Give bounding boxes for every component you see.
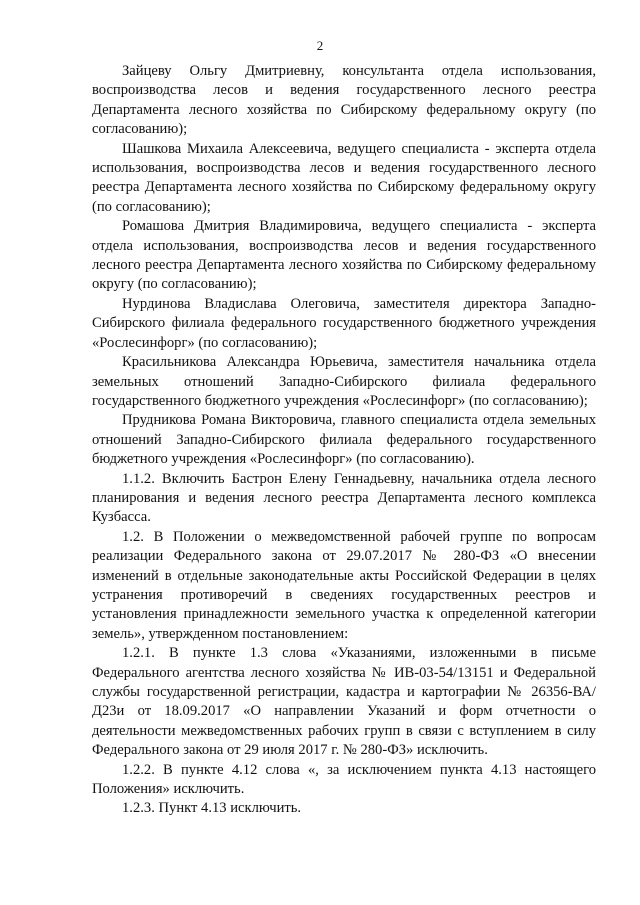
paragraph-item-1-2: 1.2. В Положении о межведомственной рабочей группе по вопросам реализации Федерального закона от 29.07.2017 № 280-ФЗ «О внесении изменений в отдельные законодательные акты Российской Федерации в целях устранения противоречий в сведениях государственных реестров и установления принадлежности земельного участка к определенной категории земель», утвержденном постановлением: xyxy=(92,528,596,642)
paragraph-shashkov: Шашкова Михаила Алексеевича, ведущего специалиста - эксперта отдела использования, воспроизводства лесов и ведения государственного лесного реестра Департамента лесного хозяйства по Сибирскому федеральному округу (по согласованию); xyxy=(92,140,596,215)
paragraph-nurdinov: Нурдинова Владислава Олеговича, заместителя директора Западно-Сибирского филиала федерального государственного бюджетного учреждения «Рослесинфорг» (по согласованию); xyxy=(92,295,596,351)
paragraph-item-1-2-3: 1.2.3. Пункт 4.13 исключить. xyxy=(122,800,302,817)
paragraph-krasilnikov: Красильникова Александра Юрьевича, заместителя начальника отдела земельных отношений Западно-Сибирского филиала федерального государственного бюджетного учреждения «Рослесинфорг» (по согласованию); xyxy=(92,354,596,409)
paragraph-item-1-2-2: 1.2.2. В пункте 4.12 слова «, за исключением пункта 4.13 настоящего Положения» исключить. xyxy=(92,761,596,798)
paragraph-item-1-1-2: 1.1.2. Включить Бастрон Елену Геннадьевну, начальника отдела лесного планирования и ведения лесного реестра Департамента лесного комплекса Кузбасса. xyxy=(92,470,596,526)
document-body xyxy=(92,62,596,819)
paragraph-zaitseva: Зайцеву Ольгу Дмитриевну, консультанта отдела использования, воспроизводства лесов и ведения государственного лесного реестра Департамента лесного хозяйства по Сибирскому федеральному округу (по согласованию); xyxy=(92,63,596,138)
paragraph-prudnikov: Прудникова Романа Викторовича, главного специалиста отдела земельных отношений Западно-Сибирского филиала федерального государственного бюджетного учреждения «Рослесинфорг» (по согласованию). xyxy=(92,412,596,468)
paragraph-romashov: Ромашова Дмитрия Владимировича, ведущего специалиста - эксперта отдела использования, воспроизводства лесов и ведения государственного лесного реестра Департамента лесного хозяйства по Сибирскому федеральному округу (по согласованию); xyxy=(92,218,596,293)
paragraph-item-1-2-1: 1.2.1. В пункте 1.3 слова «Указаниями, изложенными в письме Федерального агентства лесного хозяйства № ИВ-03-54/13151 и Федеральной службы государственной регистрации, кадастра и картографии № 26356-ВА/Д23и от 18.09.2017 «О направлении Указаний и форм отчетности о деятельности межведомственных рабочих групп в связи с вступлением в силу Федерального закона от 29 июля 2017 г. № 280-ФЗ» исключить. xyxy=(92,645,596,759)
page-number: 2 xyxy=(316,38,324,53)
